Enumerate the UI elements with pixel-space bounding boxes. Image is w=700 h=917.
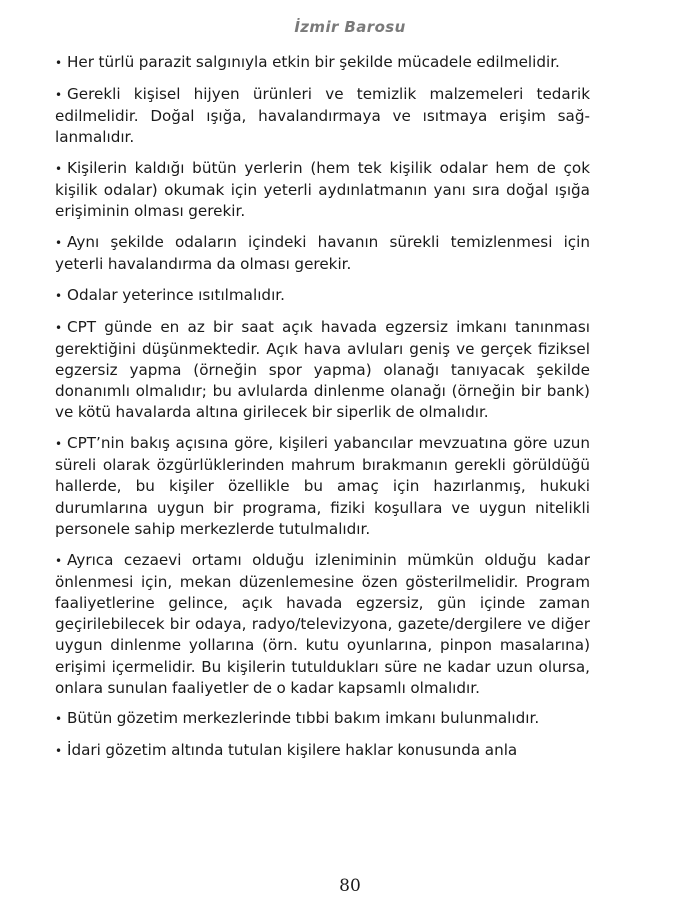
paragraph-text: CPT günde en az bir saat açık havada egzersiz imkanı tanınması gerektiğini düşünmektedir. Açık hava avluları geniş ve gerçek fiziksel egzersiz yapma (örneğin spor yapma) olanağı tanıyacak şekilde donanımlı olmalıdır; bu avlularda dinlenme olanağı (örneğin bir bank) ve kötü havalarda altına girilecek bir siperlik de olmalıdır. bbox=[55, 317, 590, 422]
paragraph bbox=[55, 52, 590, 74]
bullet-icon: • bbox=[55, 235, 63, 250]
bullet-icon: • bbox=[55, 56, 63, 70]
running-header: İzmir Barosu bbox=[294, 18, 406, 36]
page-number: 80 bbox=[339, 876, 361, 896]
bullet-icon: • bbox=[55, 87, 63, 102]
paragraph bbox=[55, 232, 590, 275]
bullet-icon: • bbox=[55, 320, 63, 335]
paragraph-text: Gerekli kişisel hijyen ürünleri ve temizlik malzemeleri tedarik edilmelidir. Doğal ışığa, havalandırmaya ve ısıtmaya erişim sağlanmalıdır. bbox=[55, 84, 590, 147]
paragraph bbox=[55, 740, 590, 762]
paragraph-text: Ayrıca cezaevi ortamı olduğu izleniminin mümkün olduğu kadar önlenmesi için, mekan düzenlemesine özen gösterilmelidir. Program faaliyetlerine gelince, açık havada egzersiz, gün içinde zaman geçirilebilecek bir odaya, radyo/televizyona, gazete/dergilere ve diğer uygun dinlenme yollarına (örn. kutu oyunlarına, pinpon masalarına) erişimi içermelidir. Bu kişilerin tutuldukları süre ne kadar uzun olursa, onlara sunulan faaliyetler de o kadar kapsamlı olmalıdır. bbox=[55, 550, 590, 697]
paragraph-text: Bütün gözetim merkezlerinde tıbbi bakım imkanı bulunmalıdır. bbox=[67, 709, 540, 728]
paragraph-text: Aynı şekilde odaların içindeki havanın sürekli temizlenmesi için yeterli havalandırma da olması gerekir. bbox=[55, 232, 590, 274]
bullet-icon: • bbox=[55, 161, 63, 176]
bullet-icon: • bbox=[55, 712, 63, 727]
paragraph bbox=[55, 285, 590, 307]
paragraph-text: İdari gözetim altında tutulan kişilere haklar konusunda anla bbox=[67, 741, 518, 760]
bullet-icon: • bbox=[55, 744, 63, 759]
paragraph bbox=[55, 84, 590, 149]
paragraph-text: Her türlü parazit salgınıyla etkin bir şekilde mücadele edilmelidir. bbox=[67, 53, 560, 71]
paragraph bbox=[55, 433, 590, 540]
paragraph bbox=[55, 708, 590, 730]
bullet-icon: • bbox=[55, 553, 63, 568]
paragraph bbox=[55, 158, 590, 223]
paragraph-text: Kişilerin kaldığı bütün yerlerin (hem tek kişilik odalar hem de çok kişilik odalar) okumak için yeterli aydınlatmanın yanı sıra doğal ışığa erişiminin olması gerekir. bbox=[55, 158, 590, 221]
bullet-icon: • bbox=[55, 288, 63, 303]
body-text bbox=[55, 52, 590, 772]
bullet-icon: • bbox=[55, 437, 63, 452]
paragraph bbox=[55, 550, 590, 699]
paragraph bbox=[55, 317, 590, 424]
paragraph-text: CPT’nin bakış açısına göre, kişileri yabancılar mevzuatına göre uzun süreli olarak özgürlüklerinden mahrum bırakmanın gerekli görüldüğü hallerde, bu kişiler özellikle bu amaç için hazırlanmış, hukuki durumlarına uygun bir programa, fiziki koşullara ve uygun nitelikli personele sahip merkezlerde tutulmalıdır. bbox=[55, 434, 590, 538]
paragraph-text: Odalar yeterince ısıtılmalıdır. bbox=[67, 285, 285, 304]
